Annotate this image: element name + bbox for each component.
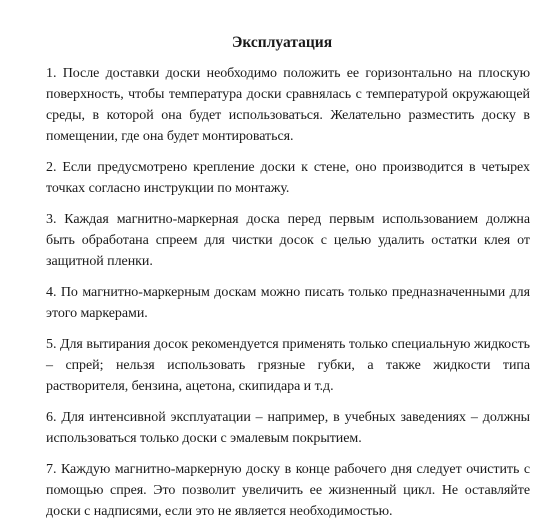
paragraph-5: 5. Для вытирания досок рекомендуется применять только специальную жидкость – спрей; нельзя использовать грязные губки, а также жидкости типа растворителя, бензина, ацетона, скипидара и т.д.	[46, 337, 530, 394]
paragraph-2: 2. Если предусмотрено крепление доски к стене, оно производится в четырех точках согласно инструкции по монтажу.	[46, 160, 530, 196]
paragraph-7: 7. Каждую магнитно-маркерную доску в конце рабочего дня следует очистить с помощью спрея. Это позволит увеличить ее жизненный цикл. Не оставляйте доски с надписями, если это не является необходимостью.	[46, 462, 530, 519]
paragraph-1: 1. После доставки доски необходимо положить ее горизонтально на плоскую поверхность, чтобы температура доски сравнялась с температурой окружающей среды, в которой она будет использоваться. Желательно разместить доску в помещении, где она будет монтироваться.	[46, 66, 530, 144]
document-title: Эксплуатация	[231, 34, 333, 51]
paragraph-3: 3. Каждая магнитно-маркерная доска перед первым использованием должна быть обработана спреем для чистки досок с целью удалить остатки клея от защитной пленки.	[46, 212, 530, 269]
paragraph-4: 4. По магнитно-маркерным доскам можно писать только предназначенными для этого маркерами.	[46, 285, 530, 321]
paragraph-6: 6. Для интенсивной эксплуатации – например, в учебных заведениях – должны использоваться только доски с эмалевым покрытием.	[46, 410, 530, 446]
